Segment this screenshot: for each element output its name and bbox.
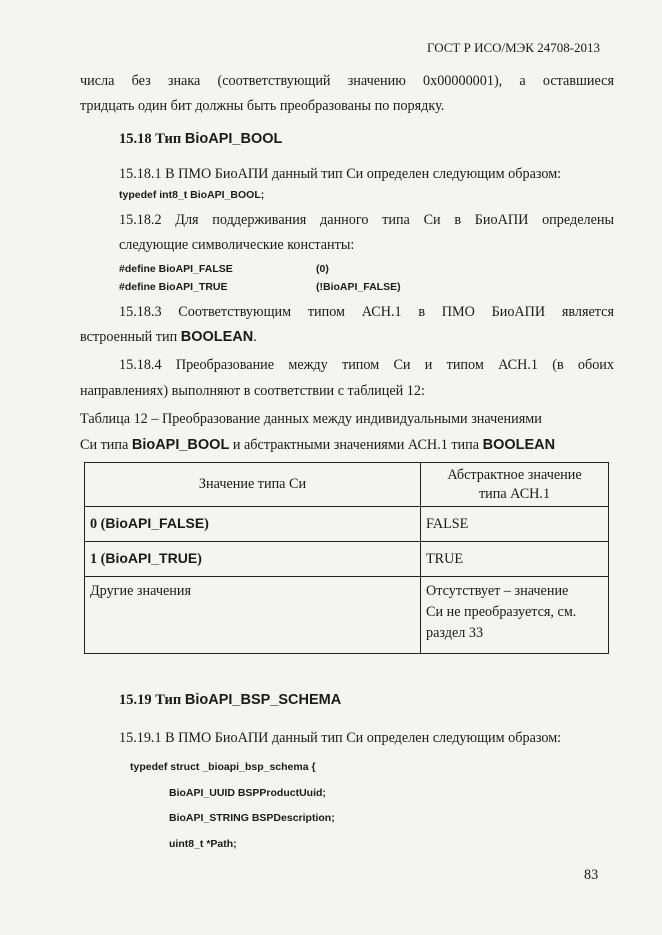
row-true-c-value xyxy=(85,542,421,577)
header-asn-abstract-value xyxy=(421,463,609,507)
section-heading-type-name: BioAPI_BOOL xyxy=(184,131,283,147)
table-header-row xyxy=(85,463,609,507)
table-caption-line-2 xyxy=(80,436,555,454)
caption-text-mid: и абстрактными значениями АСН.1 типа xyxy=(232,437,480,453)
row-num: 1 ( xyxy=(90,551,106,567)
paragraph-15-18-3-line-1: 15.18.3 Соответствующим типом АСН.1 в ПМО БиоАПИ является xyxy=(119,304,614,320)
caption-type-boolean: BOOLEAN xyxy=(482,437,556,453)
paragraph-15-18-2-line-1: 15.18.2 Для поддерживания данного типа Си в БиоАПИ определены xyxy=(119,212,614,228)
row-num: 0 ( xyxy=(90,516,106,532)
builtin-type-text: встроенный тип xyxy=(80,329,178,345)
define-false-value: (0) xyxy=(316,263,329,275)
code-typedef-bool: typedef int8_t BioAPI_BOOL; xyxy=(119,189,265,201)
code-field-uuid: BioAPI_UUID BSPProductUuid; xyxy=(169,787,326,799)
header-asn-line-1: Абстрактное значение xyxy=(447,466,582,483)
page-number: 83 xyxy=(584,867,599,883)
row-code: BioAPI_TRUE xyxy=(105,550,198,566)
intro-line-2: тридцать один бит должны быть преобразованы по порядку. xyxy=(80,98,445,114)
row-other-asn-value xyxy=(421,577,609,654)
table-row xyxy=(85,542,609,577)
row-false-c-value xyxy=(85,507,421,542)
code-field-description: BioAPI_STRING BSPDescription; xyxy=(169,812,335,824)
code-field-path: uint8_t *Path; xyxy=(169,838,237,850)
paragraph-15-18-3-line-2 xyxy=(80,328,257,346)
paragraph-15-18-1: 15.18.1 В ПМО БиоАПИ данный тип Си определен следующим образом: xyxy=(119,166,562,182)
define-false-name: #define BioAPI_FALSE xyxy=(119,263,233,275)
document-standard-header: ГОСТ Р ИСО/МЭК 24708-2013 xyxy=(427,40,601,55)
section-15-19-heading xyxy=(119,692,341,709)
caption-text: Си типа xyxy=(80,437,129,453)
code-struct-open: typedef struct _bioapi_bsp_schema { xyxy=(130,761,316,773)
row-other-line-2: Си не преобразуется, см. xyxy=(426,604,577,620)
header-asn-line-2: типа АСН.1 xyxy=(478,485,551,502)
row-true-asn-value: TRUE xyxy=(421,542,609,577)
row-other-c-value: Другие значения xyxy=(85,577,421,654)
section-15-18-heading xyxy=(119,131,282,148)
row-false-asn-value: FALSE xyxy=(421,507,609,542)
conversion-table xyxy=(84,462,609,654)
paragraph-15-18-2-line-2: следующие символические константы: xyxy=(119,237,355,253)
caption-type-bool: BioAPI_BOOL xyxy=(131,437,230,453)
define-true-name: #define BioAPI_TRUE xyxy=(119,281,228,293)
paragraph-15-18-4-line-2: направлениях) выполняют в соответствии с таблицей 12: xyxy=(80,383,425,399)
section-heading-number: 15.18 Тип xyxy=(119,131,182,147)
paragraph-15-19-1: 15.19.1 В ПМО БиоАПИ данный тип Си определен следующим образом: xyxy=(119,730,562,746)
paragraph-15-18-4-line-1: 15.18.4 Преобразование между типом Си и типом АСН.1 (в обоих xyxy=(119,357,614,373)
boolean-type-name: BOOLEAN xyxy=(180,329,254,345)
row-code: BioAPI_FALSE xyxy=(105,515,205,531)
intro-line-1: числа без знака (соответствующий значению 0x00000001), а оставшиеся xyxy=(80,73,614,89)
table-row xyxy=(85,577,609,654)
table-caption-line-1: Таблица 12 – Преобразование данных между индивидуальными значениями xyxy=(80,411,542,427)
row-close: ) xyxy=(204,516,209,532)
row-other-line-1: Отсутствует – значение xyxy=(426,583,569,599)
header-c-type-value: Значение типа Си xyxy=(85,463,421,507)
period: . xyxy=(253,329,257,345)
row-other-line-3: раздел 33 xyxy=(426,625,484,641)
table-row xyxy=(85,507,609,542)
row-close: ) xyxy=(197,551,202,567)
section-heading-number: 15.19 Тип xyxy=(119,692,182,708)
define-true-value: (!BioAPI_FALSE) xyxy=(316,281,401,293)
section-heading-type-name: BioAPI_BSP_SCHEMA xyxy=(184,692,342,708)
